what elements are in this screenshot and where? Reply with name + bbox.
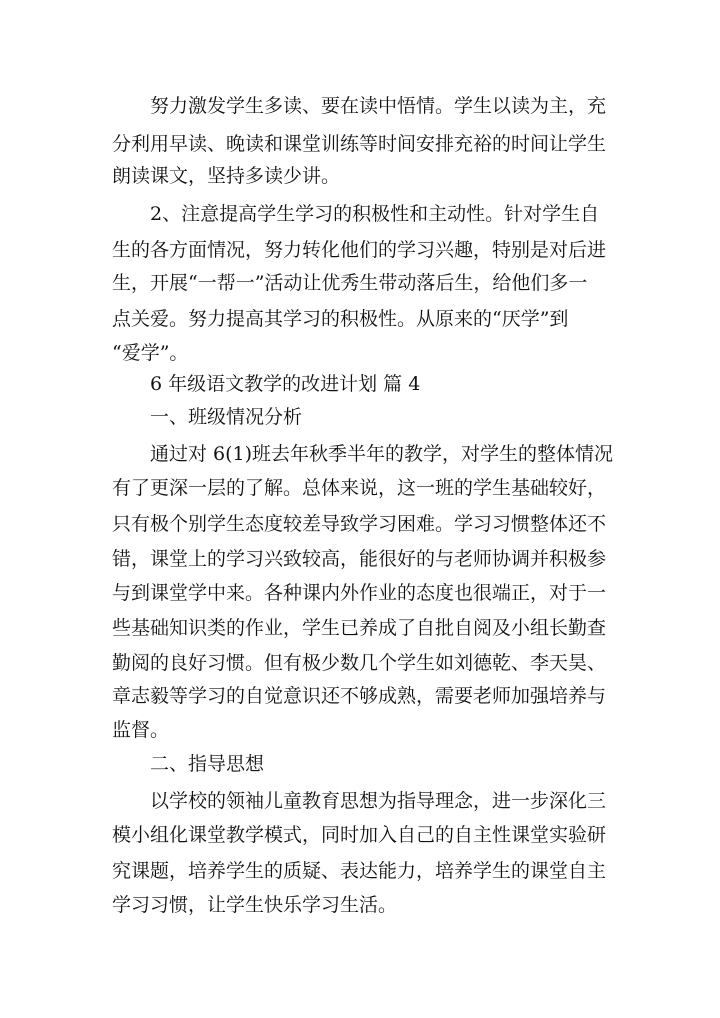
text-line: 2、注意提高学生学习的积极性和主动性。针对学生自 — [150, 203, 600, 225]
text-line: 分利用早读、晚读和课堂训练等时间安排充裕的时间让学生 — [112, 133, 607, 155]
text-line: 以学校的领袖儿童教育思想为指导理念，进一步深化三 — [150, 790, 607, 812]
text-line: 学习习惯，让学生快乐学习生活。 — [112, 894, 398, 916]
text-line: 模小组化课堂教学模式，同时加入自己的自主性课堂实验研 — [112, 824, 607, 846]
text-line: 错，课堂上的学习兴致较高，能很好的与老师协调并积极参 — [112, 548, 607, 570]
section-heading: 二、指导思想 — [150, 753, 265, 775]
text-line: 监督。 — [112, 719, 170, 741]
text-line: 朗读课文，坚持多读少讲。 — [112, 165, 341, 187]
text-line: 只有极个别学生态度较差导致学习困难。学习习惯整体还不 — [112, 513, 607, 535]
text-line: 点关爱。努力提高其学习的积极性。从原来的“厌学”到 — [112, 308, 569, 330]
section-heading: 一、班级情况分析 — [150, 406, 303, 428]
text-line: 生的各方面情况，努力转化他们的学习兴趣，特别是对后进 — [112, 239, 607, 261]
text-line: 与到课堂学中来。各种课内外作业的态度也很端正，对于一 — [112, 582, 607, 604]
text-line: 通过对 6(1)班去年秋季半年的教学，对学生的整体情况 — [150, 443, 614, 465]
text-line: 些基础知识类的作业，学生已养成了自批自阅及小组长勤查 — [112, 617, 607, 639]
text-line: 努力激发学生多读、要在读中悟情。学生以读为主，充 — [150, 95, 607, 117]
text-line: 生，开展“一帮一”活动让优秀生带动落后生，给他们多一 — [112, 272, 588, 294]
text-line: 有了更深一层的了解。总体来说，这一班的学生基础较好， — [112, 477, 607, 499]
text-line: 究课题，培养学生的质疑、表达能力，培养学生的课堂自主 — [112, 860, 607, 882]
text-line: 勤阅的良好习惯。但有极少数几个学生如刘德乾、李天昊、 — [112, 652, 607, 674]
text-line: “爱学”。 — [112, 342, 189, 364]
text-line: 章志毅等学习的自觉意识还不够成熟，需要老师加强培养与 — [112, 685, 607, 707]
section-heading: 6 年级语文教学的改进计划 篇 4 — [150, 373, 421, 395]
